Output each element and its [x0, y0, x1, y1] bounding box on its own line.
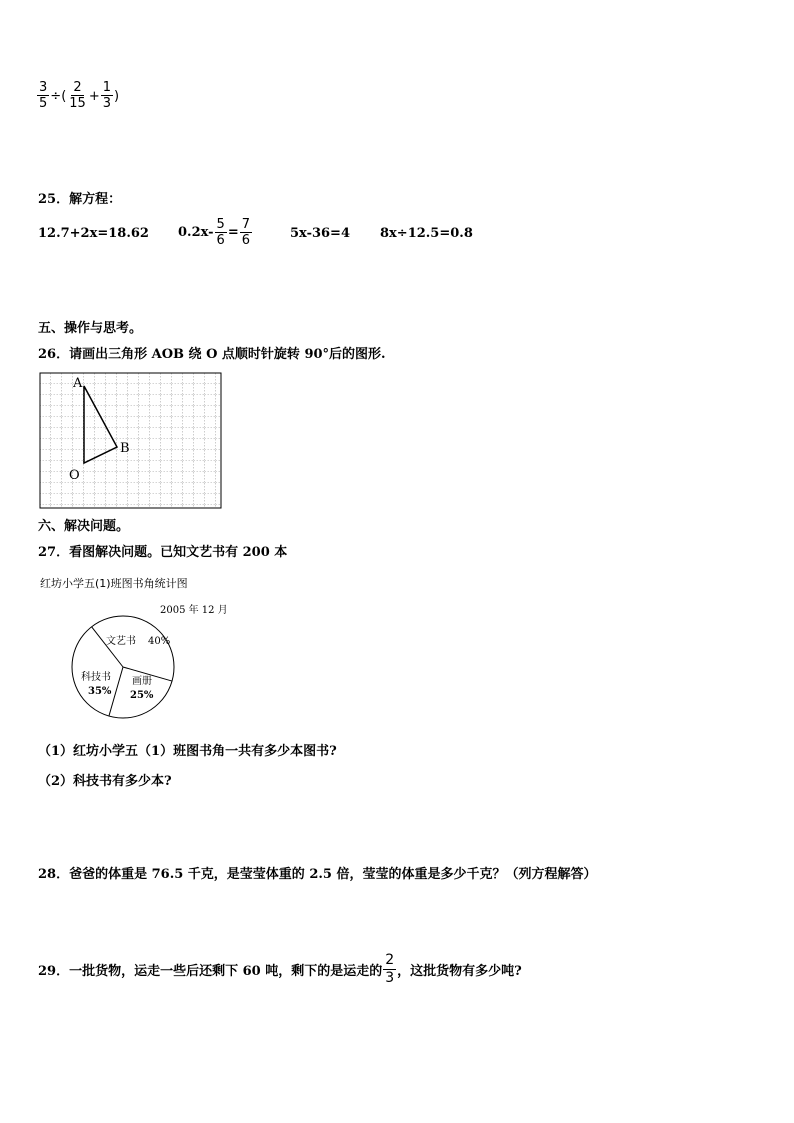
- slice-label-huace: 画册: [132, 676, 152, 687]
- grid-background: [40, 373, 221, 508]
- chart-date: 2005 年 12 月: [160, 605, 228, 616]
- equation-2: 0.2x- $\frac{5}{6}$ = $\frac{7}{6}$: [178, 216, 251, 248]
- fraction: $\frac{2}{15}$: [69, 80, 86, 111]
- paren-right: ): [114, 89, 120, 104]
- slice-pct-wenyi: 40%: [148, 636, 171, 647]
- section-6-heading: 六、解决问题。: [38, 519, 130, 534]
- q27-sub2: （2）科技书有多少本?: [38, 774, 172, 789]
- section-5-heading: 五、操作与思考。: [38, 321, 143, 336]
- equation-4: 8x÷12.5=0.8: [380, 226, 473, 241]
- paren-left: (: [61, 89, 67, 104]
- fraction: $\frac{3}{5}$: [39, 80, 48, 111]
- fraction: $\frac{1}{3}$: [102, 80, 111, 111]
- q27-title: 27．看图解决问题。已知文艺书有 200 本: [38, 545, 288, 560]
- divide-sign: ÷: [50, 89, 62, 104]
- q29-title: 29．一批货物，运走一些后还剩下 60 吨，剩下的是运走的 $\frac{2}{3}$ ，这批货物有多少吨?: [38, 951, 522, 986]
- chart-title: 红坊小学五(1)班图书角统计图: [40, 577, 188, 590]
- q28-title: 28．爸爸的体重是 76.5 千克，是莹莹体重的 2.5 倍，莹莹的体重是多少千克？（列方程解答）: [38, 867, 597, 882]
- slice-label-keji: 科技书: [81, 672, 111, 683]
- equation-1: 12.7+2x=18.62: [38, 226, 149, 241]
- expression-top: [36, 80, 119, 111]
- slice-label-wenyi: 文艺书: [106, 636, 136, 647]
- equation-3: 5x-36=4: [290, 226, 350, 241]
- label-a: A: [73, 376, 83, 391]
- q26-title: 26．请画出三角形 AOB 绕 O 点顺时针旋转 90°后的图形.: [38, 347, 386, 362]
- label-o: O: [69, 468, 80, 483]
- q27-sub1: （1）红坊小学五（1）班图书角一共有多少本图书?: [38, 744, 337, 759]
- grid-figure: [39, 372, 223, 510]
- q25-title: 25．解方程：: [38, 192, 122, 207]
- pie-chart: [70, 614, 176, 720]
- label-b: B: [120, 441, 130, 456]
- slice-pct-keji: 35%: [88, 686, 112, 697]
- plus-sign: +: [88, 89, 100, 104]
- slice-pct-huace: 25%: [130, 690, 154, 701]
